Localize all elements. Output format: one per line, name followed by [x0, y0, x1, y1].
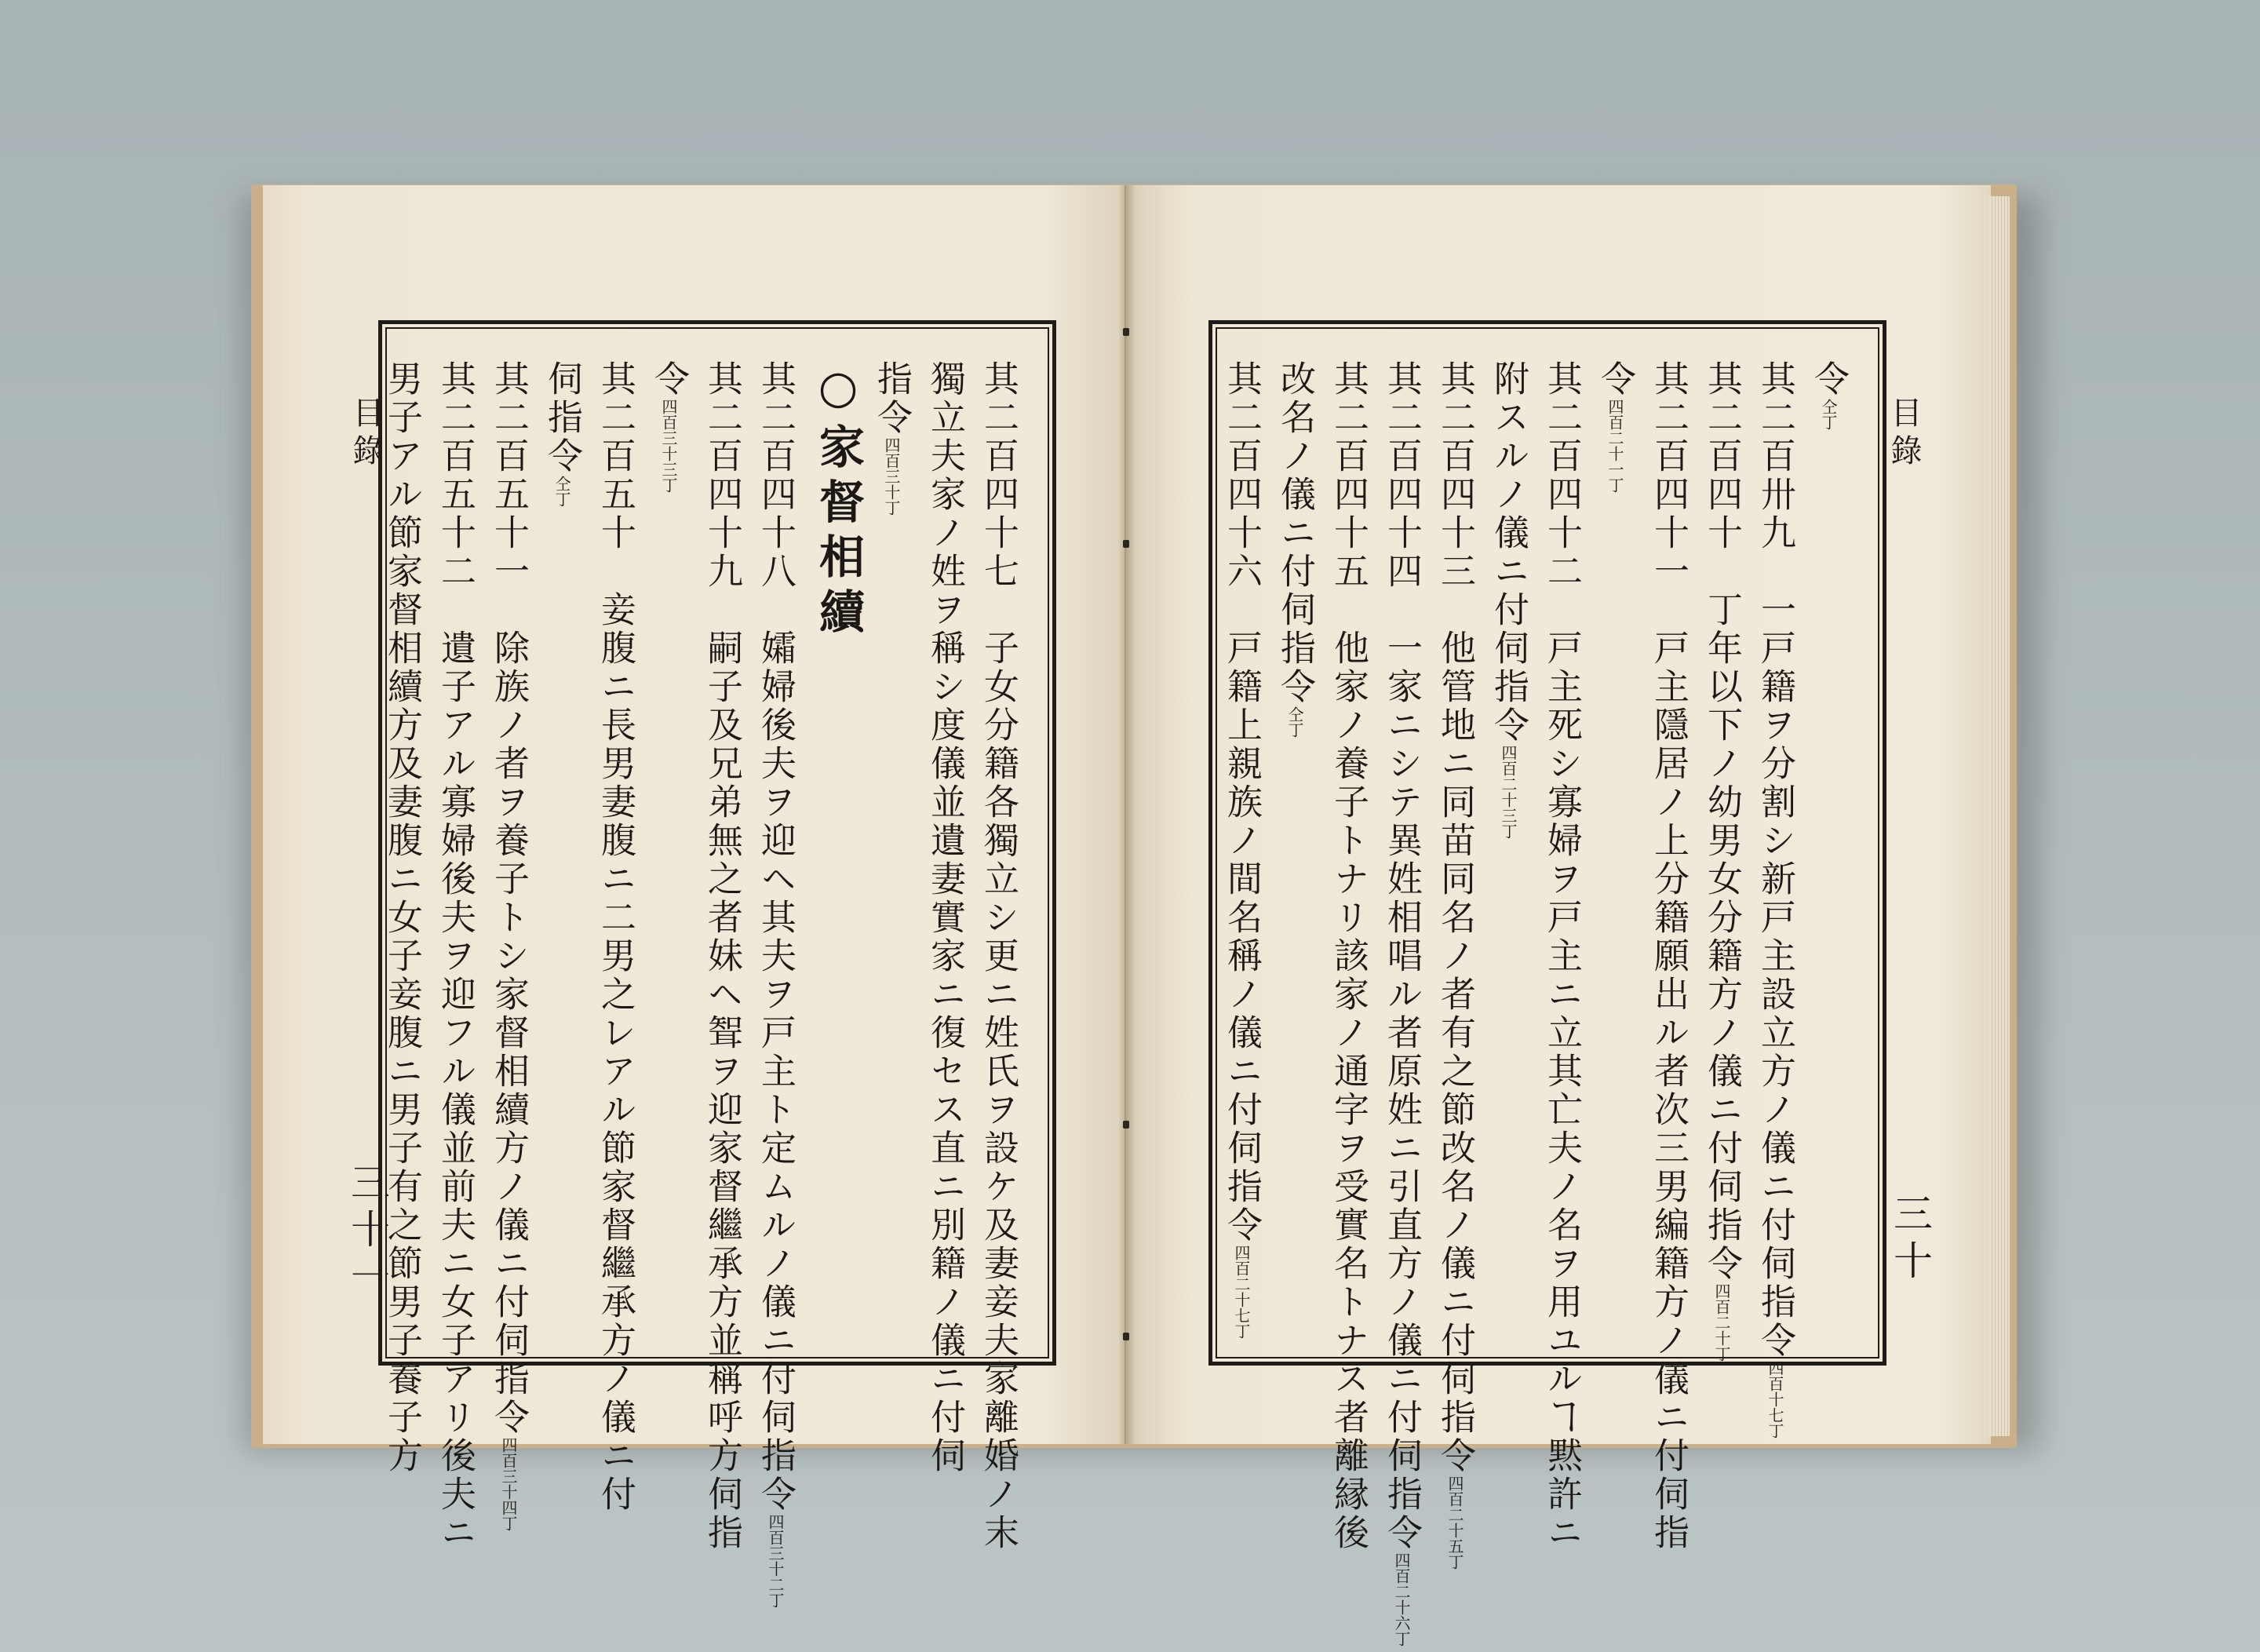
entry-text: 其二百四十三 他管地ニ同苗同名ノ者有之節改名ノ儀ニ付伺指令	[1434, 360, 1476, 1475]
entry-text: 其二百卅九 一戸籍ヲ分割シ新戸主設立方ノ儀ニ付伺指令	[1755, 360, 1796, 1360]
page-reference: 四百二十六丁	[1392, 1552, 1411, 1647]
binding-stitch	[1123, 1333, 1129, 1340]
entry-text: 其二百四十七 子女分籍各獨立シ更ニ姓氏ヲ設ケ及妻妾夫家離婚ノ末	[978, 360, 1019, 1552]
entry-text: 其二百五十一 除族ノ者ヲ養子トシ家督相續方ノ儀ニ付伺指令	[488, 360, 530, 1437]
binding-stitch	[1123, 1121, 1129, 1129]
entry-text: 其二百四十五 他家ノ養子トナリ該家ノ通字ヲ受實名トナス者離縁後	[1328, 360, 1369, 1552]
toc-entry-line	[1487, 360, 1529, 1326]
entry-text: 其二百四十 丁年以下ノ幼男女分籍方ノ儀ニ付伺指令	[1701, 360, 1743, 1283]
entry-text: 其二百五十 妾腹ニ長男妻腹ニ二男之レアル節家督繼承方ノ儀ニ付	[595, 360, 636, 1514]
toc-entry-line	[1594, 360, 1636, 1326]
entry-text: ○家督相續	[811, 360, 865, 643]
page-edges	[1989, 196, 2010, 1436]
page-reference: 仝丁	[1285, 706, 1304, 738]
entry-text: 其二百四十八 孀婦後夫ヲ迎ヘ其夫ヲ戸主ト定ムルノ儀ニ付伺指令	[755, 360, 796, 1514]
toc-entry-line	[1540, 360, 1583, 1552]
entry-text: 伺指令	[541, 360, 583, 476]
right-folio: 三十	[1887, 1193, 1933, 1287]
section-heading	[807, 360, 865, 1326]
entry-text: 其二百四十六 戸籍上親族ノ間名稱ノ儀ニ付伺指令	[1221, 360, 1263, 1245]
toc-entry-line	[1274, 360, 1316, 1326]
toc-entry-line	[1754, 360, 1796, 1439]
page-reference: 四百三十四丁	[499, 1437, 518, 1531]
toc-entry-line	[434, 360, 476, 1552]
toc-entry-line	[594, 360, 636, 1514]
toc-entry-line	[1434, 360, 1476, 1570]
toc-entry-line	[924, 360, 966, 1475]
toc-entry-line	[1700, 360, 1743, 1362]
binding-stitch	[1123, 328, 1129, 336]
entry-text: 其二百五十二 遺子アル寡婦後夫ヲ迎フル儀並前夫ニ女子アリ後夫ニ	[435, 360, 476, 1552]
right-running-head: 目錄	[1886, 396, 1922, 472]
page-reference: 四百二十七丁	[1232, 1245, 1251, 1339]
entry-text: 其二百四十四 一家ニシテ異姓相唱ル者原姓ニ引直方ノ儀ニ付伺指令	[1381, 360, 1423, 1552]
page-reference: 四百二十三丁	[1499, 745, 1518, 839]
page-reference: 四百三十三丁	[659, 399, 678, 493]
toc-entry-line	[1380, 360, 1423, 1647]
page-reference: 仝丁	[1819, 399, 1838, 430]
entry-text: 令	[1595, 360, 1636, 399]
entry-text: 令	[648, 360, 690, 399]
left-running-head: 目錄	[348, 396, 384, 472]
entry-text: 令	[1808, 360, 1850, 399]
left-entries	[381, 360, 1019, 1608]
page-reference: 四百二十五丁	[1445, 1475, 1464, 1570]
left-folio: 三十一	[344, 1162, 390, 1303]
toc-entry-line	[381, 360, 423, 1475]
binding-stitch	[1123, 540, 1129, 548]
book-gutter	[1118, 185, 1135, 1444]
right-entries	[1220, 360, 1850, 1647]
toc-entry-line	[701, 360, 743, 1552]
page-reference: 四百三十二丁	[766, 1514, 785, 1608]
toc-entry-line	[870, 360, 913, 1326]
toc-entry-line	[754, 360, 796, 1608]
right-text-frame	[1208, 320, 1886, 1647]
entry-text: 男子アル節家督相續方及妻腹ニ女子妾腹ニ男子有之節男子養子方	[381, 360, 423, 1475]
entry-text: 指令	[871, 360, 913, 437]
entry-text: 其二百四十一 戸主隱居ノ上分籍願出ル者次三男編籍方ノ儀ニ付伺指	[1648, 360, 1690, 1552]
entry-text: 其二百四十二 戸主死シ寡婦ヲ戸主ニ立其亡夫ノ名ヲ用ユルヿ黙許ニ	[1541, 360, 1583, 1552]
page-reference: 仝丁	[552, 476, 571, 507]
page-reference: 四百二十一丁	[1606, 399, 1624, 493]
toc-entry-line	[541, 360, 583, 1326]
toc-entry-line	[647, 360, 690, 1326]
entry-text: 附スルノ儀ニ付伺指令	[1488, 360, 1529, 745]
toc-entry-line	[977, 360, 1019, 1552]
page-reference: 四百十七丁	[1766, 1360, 1784, 1439]
entry-text: 獨立夫家ノ姓ヲ稱シ度儀並遺妻實家ニ復セス直ニ別籍ノ儀ニ付伺	[924, 360, 966, 1475]
page-reference: 四百二十丁	[1712, 1283, 1731, 1362]
page-reference: 四百三十丁	[882, 437, 901, 516]
entry-text: 改名ノ儀ニ付伺指令	[1274, 360, 1316, 706]
toc-entry-line	[487, 360, 530, 1531]
toc-entry-line	[1220, 360, 1263, 1339]
toc-entry-line	[1327, 360, 1369, 1552]
toc-entry-line	[1807, 360, 1850, 1326]
left-text-frame	[378, 320, 1056, 1608]
entry-text: 其二百四十九 嗣子及兄弟無之者妹ヘ聟ヲ迎家督繼承方並稱呼方伺指	[702, 360, 743, 1552]
toc-entry-line	[1647, 360, 1690, 1552]
